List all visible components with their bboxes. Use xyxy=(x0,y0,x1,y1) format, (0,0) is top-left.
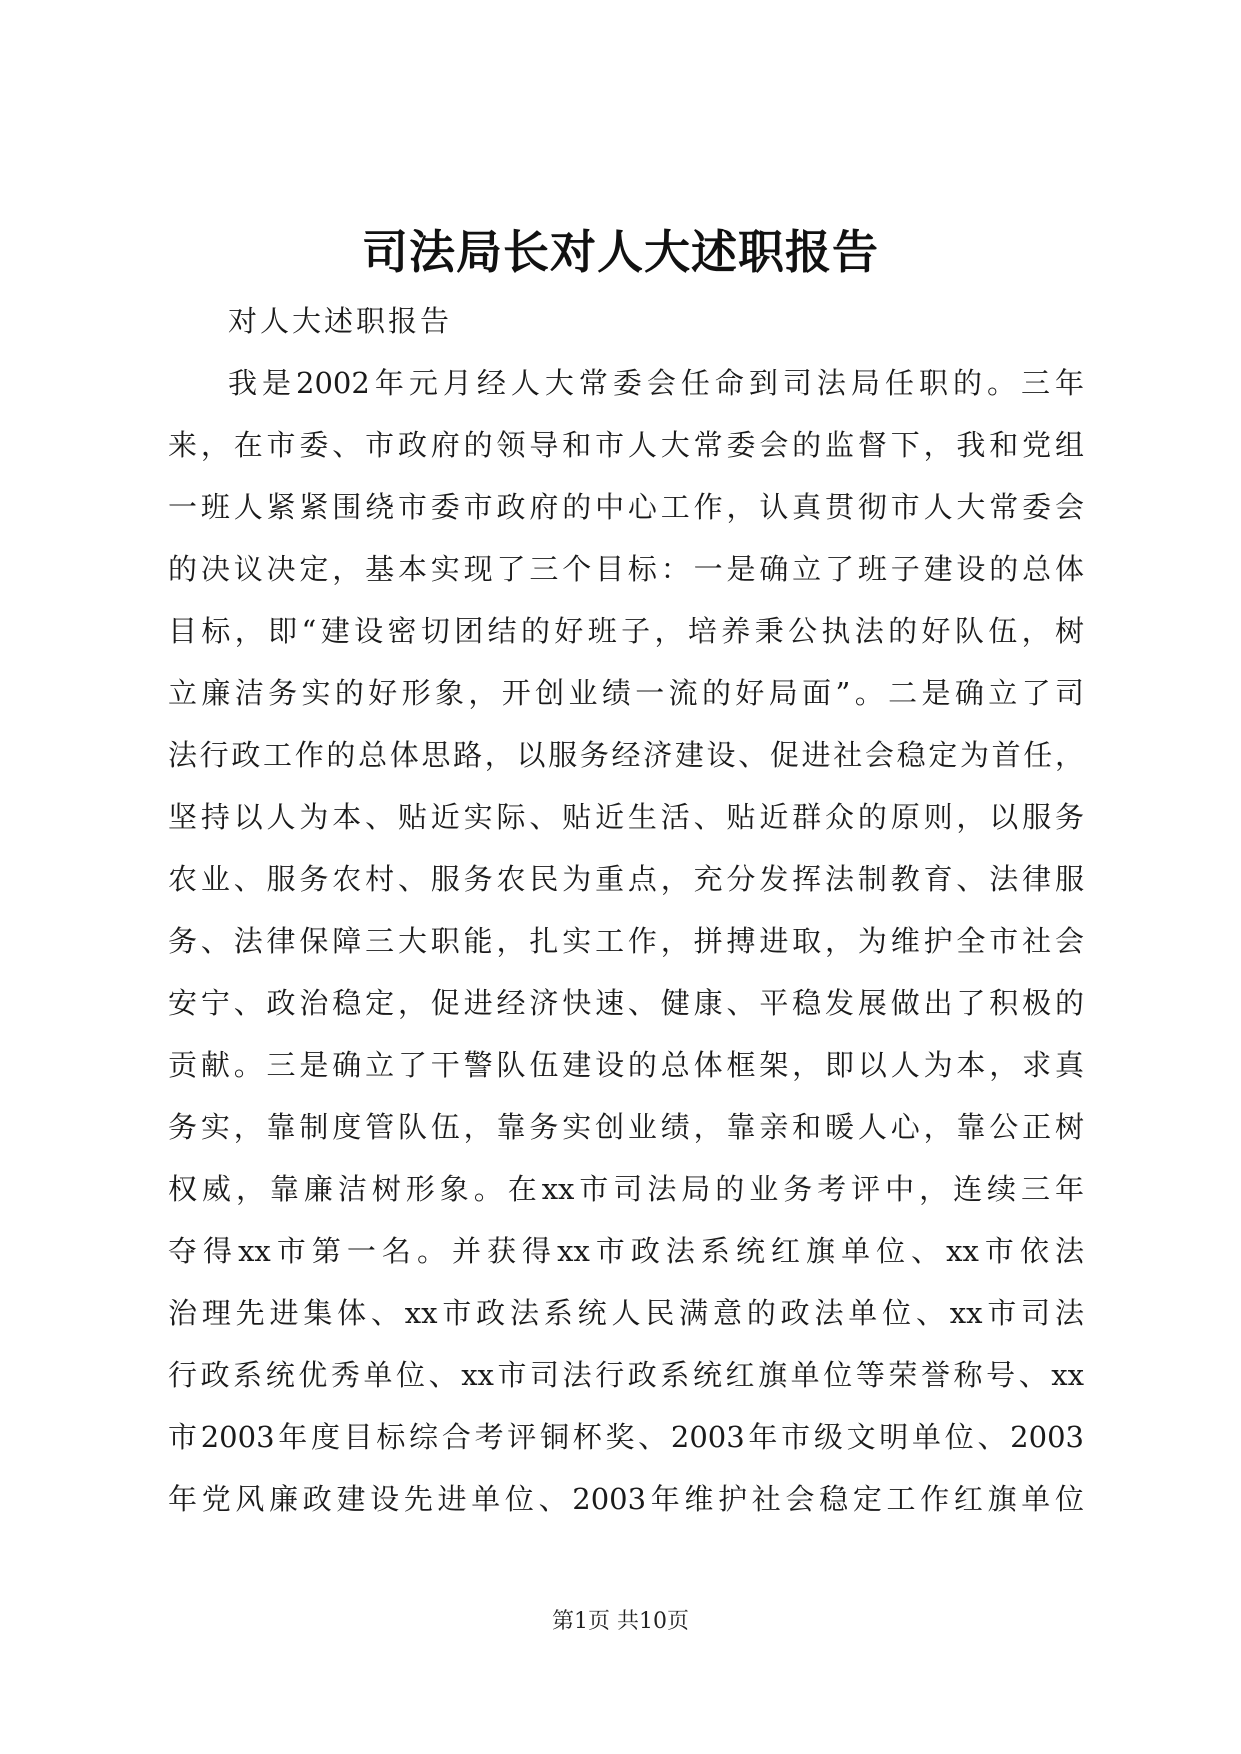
paragraph-line: 治理先进集体、xx市政法系统人民满意的政法单位、xx市司法 xyxy=(168,1296,1084,1330)
paragraph-line: 立廉洁务实的好形象，开创业绩一流的好局面”。二是确立了司 xyxy=(168,676,1084,710)
document-body xyxy=(168,290,1084,1530)
paragraph-line: 农业、服务农村、服务农民为重点，充分发挥法制教育、法律服 xyxy=(168,862,1084,896)
paragraph-line: 我是2002年元月经人大常委会任命到司法局任职的。三年 xyxy=(228,366,1084,400)
paragraph-line: 来，在市委、市政府的领导和市人大常委会的监督下，我和党组 xyxy=(168,428,1084,462)
paragraph-line: 目标，即“建设密切团结的好班子，培养秉公执法的好队伍，树 xyxy=(168,614,1084,648)
subtitle-line: 对人大述职报告 xyxy=(228,304,453,338)
page-title: 司法局长对人大述职报告 xyxy=(362,225,879,279)
paragraph-line: 务、法律保障三大职能，扎实工作，拼搏进取，为维护全市社会 xyxy=(168,924,1084,958)
paragraph-line: 行政系统优秀单位、xx市司法行政系统红旗单位等荣誉称号、xx xyxy=(168,1358,1084,1392)
paragraph-line: 的决议决定，基本实现了三个目标：一是确立了班子建设的总体 xyxy=(168,552,1084,586)
paragraph-line: 权威，靠廉洁树形象。在xx市司法局的业务考评中，连续三年 xyxy=(168,1172,1084,1206)
paragraph-line: 坚持以人为本、贴近实际、贴近生活、贴近群众的原则，以服务 xyxy=(168,800,1084,834)
paragraph-line: 年党风廉政建设先进单位、2003年维护社会稳定工作红旗单位 xyxy=(168,1482,1084,1516)
paragraph-line: 贡献。三是确立了干警队伍建设的总体框架，即以人为本，求真 xyxy=(168,1048,1084,1082)
paragraph-line: 一班人紧紧围绕市委市政府的中心工作，认真贯彻市人大常委会 xyxy=(168,490,1084,524)
paragraph-line: 夺得xx市第一名。并获得xx市政法系统红旗单位、xx市依法 xyxy=(168,1234,1084,1268)
paragraph-line: 市2003年度目标综合考评铜杯奖、2003年市级文明单位、2003 xyxy=(168,1420,1084,1454)
paragraph-line: 法行政工作的总体思路，以服务经济建设、促进社会稳定为首任， xyxy=(168,738,1084,772)
paragraph-line: 安宁、政治稳定，促进经济快速、健康、平稳发展做出了积极的 xyxy=(168,986,1084,1020)
page-number-footer: 第1页 共10页 xyxy=(552,1609,689,1634)
paragraph-line: 务实，靠制度管队伍，靠务实创业绩，靠亲和暖人心，靠公正树 xyxy=(168,1110,1084,1144)
